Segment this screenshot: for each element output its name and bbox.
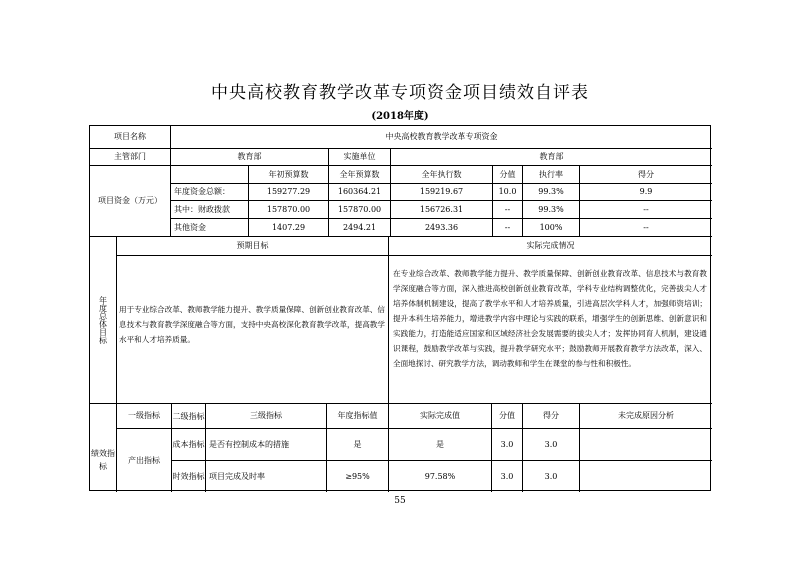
funds-header-score-value: 分值	[499, 169, 516, 179]
funds-row-executed: 156726.31	[419, 204, 464, 214]
document-subtitle: (2018年度)	[371, 111, 429, 122]
implementer-value: 教育部	[539, 151, 564, 161]
header-level1: 一级指标	[128, 411, 160, 420]
document-title: 中央高校教育教学改革专项资金项目绩效自评表	[211, 83, 589, 103]
expected-goal-header: 预期目标	[236, 241, 269, 250]
actual-completion-header: 实际完成情况	[526, 241, 575, 250]
funds-header-rate: 执行率	[539, 169, 563, 179]
funds-row-label: 其中：财政拨款	[174, 204, 230, 214]
output-indicator: 产出指标	[128, 455, 160, 465]
funds-row-executed: 2493.36	[424, 222, 459, 232]
header-score: 得分	[543, 411, 559, 420]
header-annual-value: 年度指标值	[337, 411, 378, 420]
funds-row-label: 其他资金	[174, 222, 206, 232]
indicator-level3: 项目完成及时率	[209, 471, 265, 481]
implementer-label: 实施单位	[343, 151, 376, 161]
funds-row-rate: 99.3%	[538, 204, 564, 214]
indicator-annual-value: 是	[353, 439, 362, 449]
project-name-label: 项目名称	[114, 132, 146, 141]
funds-row-score-value: 10.0	[498, 186, 517, 196]
indicator-score: 3.0	[544, 439, 558, 449]
indicator-level3: 是否有控制成本的措施	[209, 439, 289, 449]
row-line	[116, 255, 712, 256]
indicator-reason	[580, 461, 712, 492]
funds-row-score: 9.9	[639, 186, 653, 196]
funds-row-score-value: --	[504, 222, 511, 232]
col-line	[388, 236, 389, 403]
funds-row-initial: 159277.29	[266, 186, 311, 196]
indicator-score: 3.0	[544, 471, 558, 481]
funds-row-rate: 100%	[539, 222, 563, 232]
funds-row-label: 年度资金总额：	[174, 186, 230, 196]
funds-header-annual: 全年预算数	[339, 169, 380, 179]
performance-label: 绩效指标	[91, 449, 115, 471]
indicator-level2: 时效指标	[172, 472, 205, 481]
indicator-actual-value: 97.58%	[424, 471, 456, 481]
funds-row-initial: 157870.00	[266, 204, 311, 214]
funds-row-score: --	[643, 222, 649, 232]
funds-row-executed: 159219.67	[419, 186, 464, 196]
supervisor-label: 主管部门	[114, 151, 146, 161]
indicator-level2: 成本指标	[172, 440, 205, 449]
funds-header-score: 得分	[638, 169, 654, 179]
funds-row-annual: 160364.21	[337, 186, 382, 196]
header-actual-value: 实际完成值	[420, 411, 460, 420]
funds-header-executed: 全年执行数	[421, 169, 462, 179]
funds-row-initial: 1407.29	[271, 222, 306, 232]
indicator-score-value: 3.0	[500, 471, 514, 481]
performance-table	[89, 125, 711, 491]
funds-row-score: --	[643, 204, 649, 214]
header-reason: 未完成原因分析	[618, 411, 674, 420]
funds-row-annual: 157870.00	[337, 204, 382, 214]
funds-label: 项目资金（万元）	[98, 196, 162, 205]
header-level3: 三级指标	[250, 411, 282, 420]
header-level2: 二级指标	[172, 411, 205, 421]
indicator-actual-value: 是	[436, 439, 444, 449]
funds-row-annual: 2494.21	[342, 222, 377, 232]
funds-row-rate: 99.3%	[538, 186, 564, 196]
page-number: 55	[394, 496, 406, 506]
annual-goal-label: 年度总体目标	[98, 296, 108, 344]
expected-goal-text: 用于专业综合改革、教师教学能力提升、教学质量保障、创新创业教育改革、信息技术与教育教学深度融合等方面，支持中央高校深化教育教学改革，提高教学水平和人才培养质量。	[119, 305, 385, 344]
header-score-value: 分值	[499, 411, 515, 420]
funds-row-score-value: --	[504, 204, 511, 214]
indicator-reason	[580, 429, 712, 460]
actual-completion-text: 在专业综合改革、教师教学能力提升、教学质量保障、创新创业教育改革、信息技术与教育教学深度融合等方面，深入推进高校创新创业教育改革，学科专业结构调整优化，完善拔尖人才培养体制机制建设，提高了教学水平和人才培养质量，引进高层次学科人才，加强师资培训；提升本科生培养能力，增进教学内容中理论与实践的联系，增强学生的创新思维、创新意识和实践能力，打造能适应国家和区域经济社会发展需要的拔尖人才；发挥协同育人机制，建设通识课程，鼓励教学改革与实践，提升教学研究水平；鼓励教师开展教育教学方法改革，深入、全面地探讨、研究教学方法，调动教师和学生在课堂的参与性和积极性。	[393, 269, 707, 368]
project-name-value: 中央高校教育教学改革专项资金	[385, 132, 498, 141]
supervisor-value: 教育部	[237, 151, 262, 161]
indicator-score-value: 3.0	[500, 439, 514, 449]
funds-header-initial: 年初预算数	[268, 169, 309, 179]
indicator-annual-value: ≥95%	[345, 471, 370, 481]
